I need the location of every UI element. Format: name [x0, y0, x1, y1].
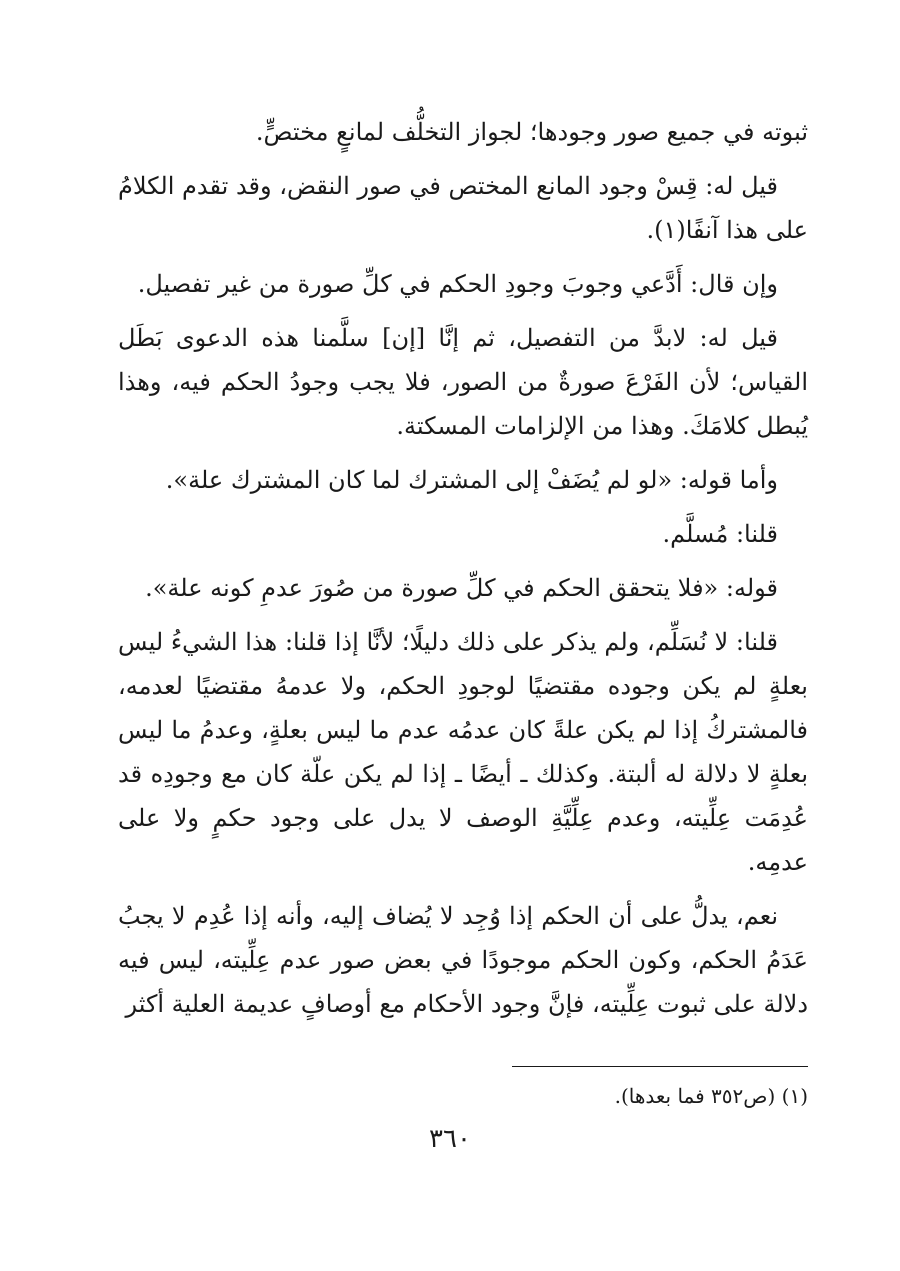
paragraph-1: ثبوته في جميع صور وجودها؛ لجواز التخلُّف لمانعٍ مختصٍّ. — [255, 118, 808, 146]
paragraph-3: وإن قال: أَدَّعي وجوبَ وجودِ الحكم في كلِّ صورة من غير تفصيل. — [137, 270, 778, 298]
paragraph-7: قوله: «فلا يتحقق الحكم في كلِّ صورة من صُورَ عدمِ كونه علة». — [145, 574, 778, 602]
paragraph-4: قيل له: لابدَّ من التفصيل، ثم إنَّا [إن] سلَّمنا هذه الدعوى بَطَل القياس؛ لأن الفَرْعَ صورةٌ من الصور، فلا يجب وجودُ الحكم فيه، وهذا يُبطل كلامَكَ. وهذا من الإلزامات المسكتة. — [118, 324, 808, 440]
paragraph-2: قيل له: قِسْ وجود المانع المختص في صور النقض، وقد تقدم الكلامُ على هذا آنفًا(١). — [118, 172, 808, 244]
paragraph-8: قلنا: لا نُسَلِّم، ولم يذكر على ذلك دليلًا؛ لأنَّا إذا قلنا: هذا الشيءُ ليس بعلةٍ لم يكن وجوده مقتضيًا لوجودِ الحكم، ولا عدمهُ مقتضيًا لعدمه، فالمشتركُ إذا لم يكن علةً كان عدمُه عدم ما ليس بعلةٍ، وعدمُ ما ليس بعلةٍ لا دلالة له ألبتة. وكذلك ـ أيضًا ـ إذا لم يكن علّة كان مع وجودِه قد عُدِمَت عِلِّيته، وعدم عِلِّيَّةِ الوصف لا يدل على وجود حكمٍ ولا على عدمِه. — [118, 628, 808, 876]
paragraph-5: وأما قوله: «لو لم يُضَفْ إلى المشترك لما كان المشترك علة». — [165, 466, 778, 494]
footnote: (١) (ص٣٥٢ فما بعدها). — [614, 1084, 808, 1108]
page-number: ٣٦٠ — [429, 1124, 471, 1154]
footnote-divider — [512, 1066, 808, 1067]
paragraph-6: قلنا: مُسلَّم. — [662, 520, 778, 548]
paragraph-9: نعم، يدلُّ على أن الحكم إذا وُجِد لا يُضاف إليه، وأنه إذا عُدِم لا يجبُ عَدَمُ الحكم، وكون الحكم موجودًا في بعض صور عدم عِلِّيته، ليس فيه دلالة على ثبوت عِلِّيته، فإنَّ وجود الأحكام مع أوصافٍ عديمة العلية أكثر — [118, 902, 808, 1018]
page-body — [118, 110, 808, 1036]
